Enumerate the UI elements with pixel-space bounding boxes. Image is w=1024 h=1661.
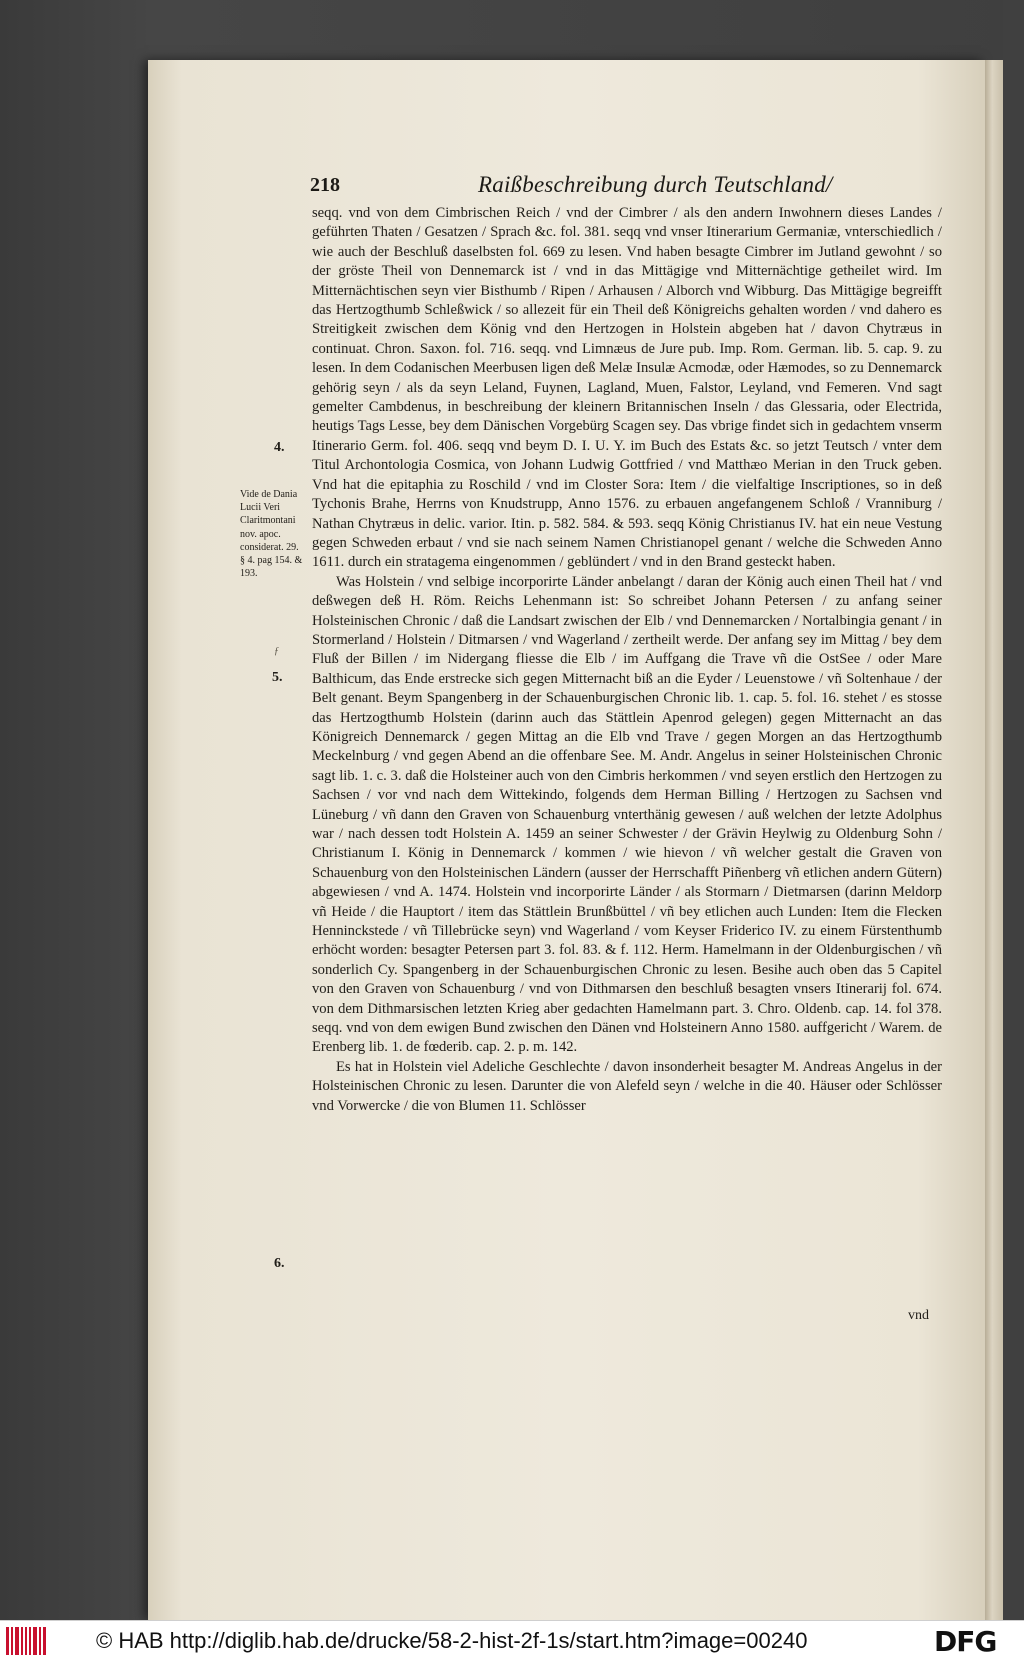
page-header (310, 172, 950, 202)
page-edge (985, 60, 1003, 1620)
catchword: vnd (908, 1308, 929, 1323)
running-title: Raißbeschreibung durch Teutschland/ (478, 172, 833, 197)
page-number: 218 (310, 174, 340, 196)
footer-url-link[interactable]: © HAB http://diglib.hab.de/drucke/58-2-hist-2f-1s/start.htm?image=00240 (96, 1628, 808, 1653)
margin-number-6: 6. (274, 1256, 285, 1271)
margin-number-5: 5. (272, 670, 283, 685)
body-text (312, 204, 942, 1116)
right-margin-strip (1003, 0, 1024, 1620)
dfg-logo: DFG (934, 1625, 997, 1658)
margin-number-4: 4. (274, 440, 285, 455)
footer-bar (0, 1620, 1024, 1661)
stray-mark: ƒ (274, 646, 279, 657)
paragraph-3: Es hat in Holstein viel Adeliche Geschlechte / davon insonderheit besagter M. Andreas Angelus in der Holsteinischen Chronic zu lesen. Darunter die von Alefeld seyn / welche in die 40. Häuser oder Schlösser vnd Vorwercke / die von Blumen 11. Schlösser (312, 1058, 942, 1114)
hab-barcode-icon (6, 1627, 46, 1655)
paragraph-1: seqq. vnd von dem Cimbrischen Reich / vnd der Cimbrer / als den andern Inwohnern dieses Landes / geführten Thaten / Gesatzen / Sprach &c. fol. 381. seqq vnd vnser Itinerarium Germaniæ, vnterschiedlich / wie auch der Beschluß daselbsten fol. 669 zu lesen. Vnd haben besagte Cimbrer im Jutland gewohnt / so der gröste Theil von Dennemarck ist / vnd in das Mittägige vnd Mitternächtige getheilet wird. Im Mitternächtischen seyn vier Bisthumb / Ripen / Arhausen / Alborch vnd Wibburg. Das Mittägige begreifft das Hertzogthumb Schleßwick / so allezeit für ein Theil deß Königreichs gehalten worden / vnd dahero es Streitigkeit zwischen dem König vnd den Hertzogen in Holstein abgeben hat / davon Chytræus in continuat. Chron. Saxon. fol. 716. seqq. vnd Limnæus de Jure pub. Imp. Rom. German. lib. 5. cap. 9. zu lesen. In dem Codanischen Meerbusen ligen deß Melæ Insulæ Acmodæ, oder Hæmodes, so zu Dennemarck gehörig seyn / als da seyn Leland, Fuynen, Lagland, Muen, Falstor, Leyland, vnd Femeren. Vnd sagt gemelter Cambdenus, in beschreibung der kleinern Britannischen Inseln / das Glessaria, oder Electrida, heutigs Tags Lesse, bey dem Dänischen Vorgebürg Scagen sey. Das vbrige findet sich in gedachtem vnserm Itinerario Germ. fol. 406. seqq vnd beym D. I. U. Y. im Buch des Estats &c. so jetzt Teutsch / vnter dem Titul Archontologia Cosmica, von Johann Ludwig Gottfried / vnd Matthæo Merian in den Truck geben. Vnd hat die epitaphia zu Roschild / vnd im Closter Sora: Item / die vielfaltige Inscriptiones, so in deß Tychonis Brahe, Herrns von Knudstrupp, Anno 1576. zu erbauen angefangenem Schloß / Vranniburg / Nathan Chytræus in delic. varior. Itin. p. 582. 584. & 593. seqq König Christianus IV. hat ein neue Vestung gegen Schweden erbaut / vnd sie nach seinem Namen Christianopel genant / welche die Schweden Anno 1611. durch ein stratagema eingenommen / geblündert / vnd in den Brand gesteckt haben. (312, 205, 942, 571)
marginal-note: Vide de Dania Lucii Veri Claritmontani nov. apoc. considerat. 29. § 4. pag 154. & 193. (240, 489, 303, 580)
paragraph-2: Was Holstein / vnd selbige incorporirte Länder anbelangt / daran der König auch einen Theil hat / vnd deßwegen deß H. Röm. Reichs Lehenmann ist: So schreibet Johann Petersen / zu anfang seiner Holsteinischen Chronic / daß die Landsart zwischen der Elb / vnd Dennemarcken / Nortalbingia genant / in Stormerland / Holstein / Ditmarsen / vnd Wagerland / zertheilt werde. Der anfang sey im Mittag / bey dem Fluß der Billen / im Nidergang fliesse die Elb / im Auffgang die Trave vñ die OstSee / oder Mare Balthicum, das Ende erstrecke sich gegen Mitternacht biß an die Eyder / Leuenstowe / vñ Soltenhaue / der Belt genant. Beym Spangenberg in der Schauenburgischen Chronic lib. 1. cap. 5. fol. 16. stehet / es stosse das Hertzogthumb Holstein (darinn auch das Stättlein Apenrod gelegen) gegen Mitternacht an das Königreich Dennemarck / gegen Mittag an die Elb vnd Trave / gegen Morgen an das Hertzogthumb Meckelnburg / vnd gegen Abend an die offenbare See. M. Andr. Angelus in seiner Holsteinischen Chronic sagt lib. 1. c. 3. daß die Holsteiner auch von den Cimbris herkommen / vnd seyen erstlich den Hertzogen zu Sachsen / vor vnd nach dem Wittekindo, folgends dem Herman Billing / Hertzogen zu Sachsen vnd Lüneburg / vñ dann den Graven von Schauenburg vnterthänig gewesen / auß welchen der letzte Adolphus war / nach dessen todt Holstein A. 1459 an seiner Schwester / der Grävin Heylwig zu Oldenburg Sohn / Christianum I. König in Dennemarck / kommen / wie hievon / vñ welcher gestalt die Graven von Schauenburg von den Holsteinischen Ländern (ausser der Herrschafft Piñenberg vñ etlichen andern Gütern) abgewiesen / vnd A. 1474. Holstein vnd incorporirte Länder / als Stormarn / Dietmarsen (darinn Meldorp vñ Heide / die Hauptort / item das Stättlein Brunßbüttel / vñ bey etlichen auch Lunden: Item die Flecken Henninckstede / vñ Tillebrücke seyn) vnd Wagerland / vom Keyser Friderico IV. zu einem Fürstenthumb erhöcht worden: besagter Petersen part 3. fol. 83. & f. 112. Herm. Hamelmann in der Oldenburgischen / vñ sonderlich Cy. Spangenberg in der Schauenburgischen Chronic zu lesen. Besihe auch oben das 5 Capitel von den Graven von Schauenburg / vnd von Dithmarsen den beschluß besagten vnsers Itinerarij fol. 674. von dem Dithmarsischen letzten Krieg aber gedachten Hamelmann part. 3. Chro. Oldenb. cap. 14. fol 378. seqq. vnd von dem ewigen Bund zwischen den Dänen vnd Holsteinern Anno 1580. auffgericht / Warem. de Erenberg lib. 1. de fœderib. cap. 2. p. m. 142. (312, 573, 942, 1056)
